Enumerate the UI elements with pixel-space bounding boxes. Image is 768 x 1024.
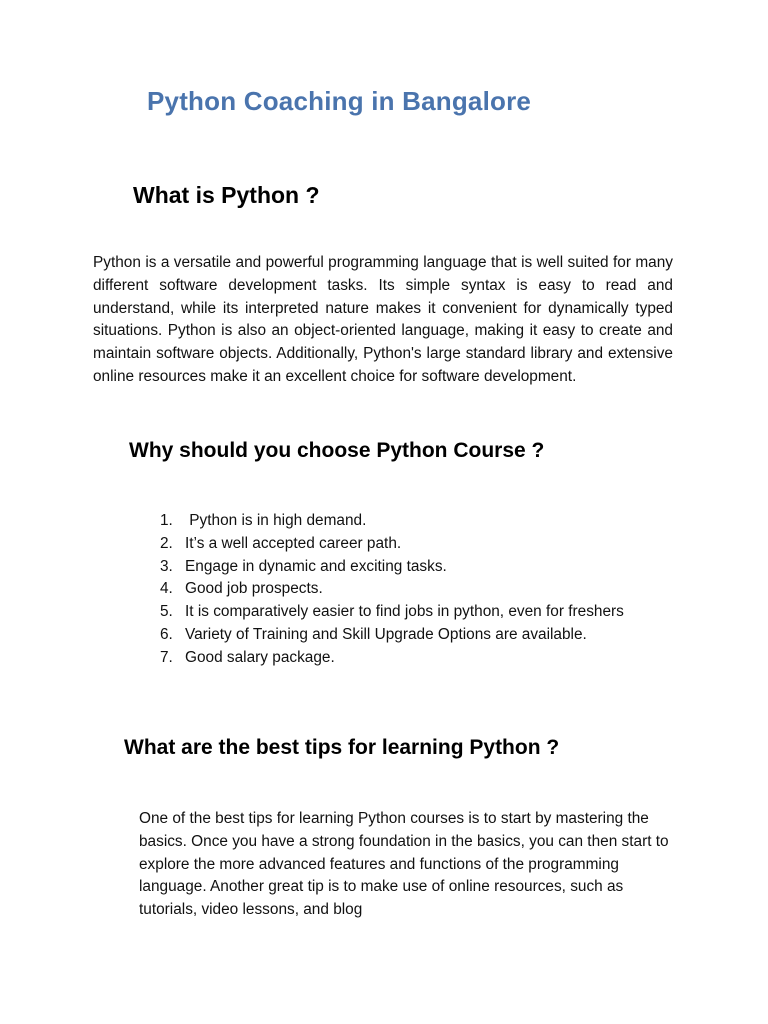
list-item <box>160 647 660 670</box>
list-item-text: It is comparatively easier to find jobs in python, even for freshers <box>185 603 624 621</box>
tips-paragraph: One of the best tips for learning Python courses is to start by mastering the basics. Once you have a strong foundation in the basics, you can then start to explore the more advanced features and functions of the programming language. Another great tip is to make use of online resources, such as tutorials, video lessons, and blog <box>139 810 669 919</box>
list-item-text: Variety of Training and Skill Upgrade Options are available. <box>185 625 587 643</box>
heading-what-is-python: What is Python ? <box>133 182 320 208</box>
list-item-text: It’s a well accepted career path. <box>185 534 402 552</box>
reasons-list <box>160 510 660 670</box>
list-item <box>160 624 660 647</box>
list-item <box>160 601 640 624</box>
list-item-number: 3. <box>160 557 173 575</box>
list-item-number: 5. <box>160 603 173 621</box>
list-item-number: 7. <box>160 648 173 666</box>
list-item-text: Engage in dynamic and exciting tasks. <box>185 557 447 575</box>
list-item-number: 6. <box>160 625 173 643</box>
list-item <box>160 510 660 533</box>
list-item-number: 1. <box>160 512 173 529</box>
heading-why-choose-python: Why should you choose Python Course ? <box>129 439 545 462</box>
list-item-text: Good job prospects. <box>185 580 323 598</box>
list-item <box>160 533 660 556</box>
what-is-python-paragraph: Python is a versatile and powerful programming language that is well suited for many different software development tasks. Its simple syntax is easy to read and understand, while its interpreted nature makes it convenient for dynamically typed situations. Python is also an object-oriented language, making it easy to create and maintain software objects. Additionally, Python's large standard library and extensive online resources make it an excellent choice for software development. <box>93 254 673 385</box>
list-item-text: Python is in high demand. <box>185 512 367 529</box>
list-item-number: 4. <box>160 580 173 598</box>
list-item-number: 2. <box>160 534 173 552</box>
list-item-text: Good salary package. <box>185 648 335 666</box>
page-title: Python Coaching in Bangalore <box>147 86 532 116</box>
heading-tips-learning-python: What are the best tips for learning Python ? <box>124 736 560 759</box>
list-item <box>160 578 660 601</box>
list-item <box>160 556 660 579</box>
